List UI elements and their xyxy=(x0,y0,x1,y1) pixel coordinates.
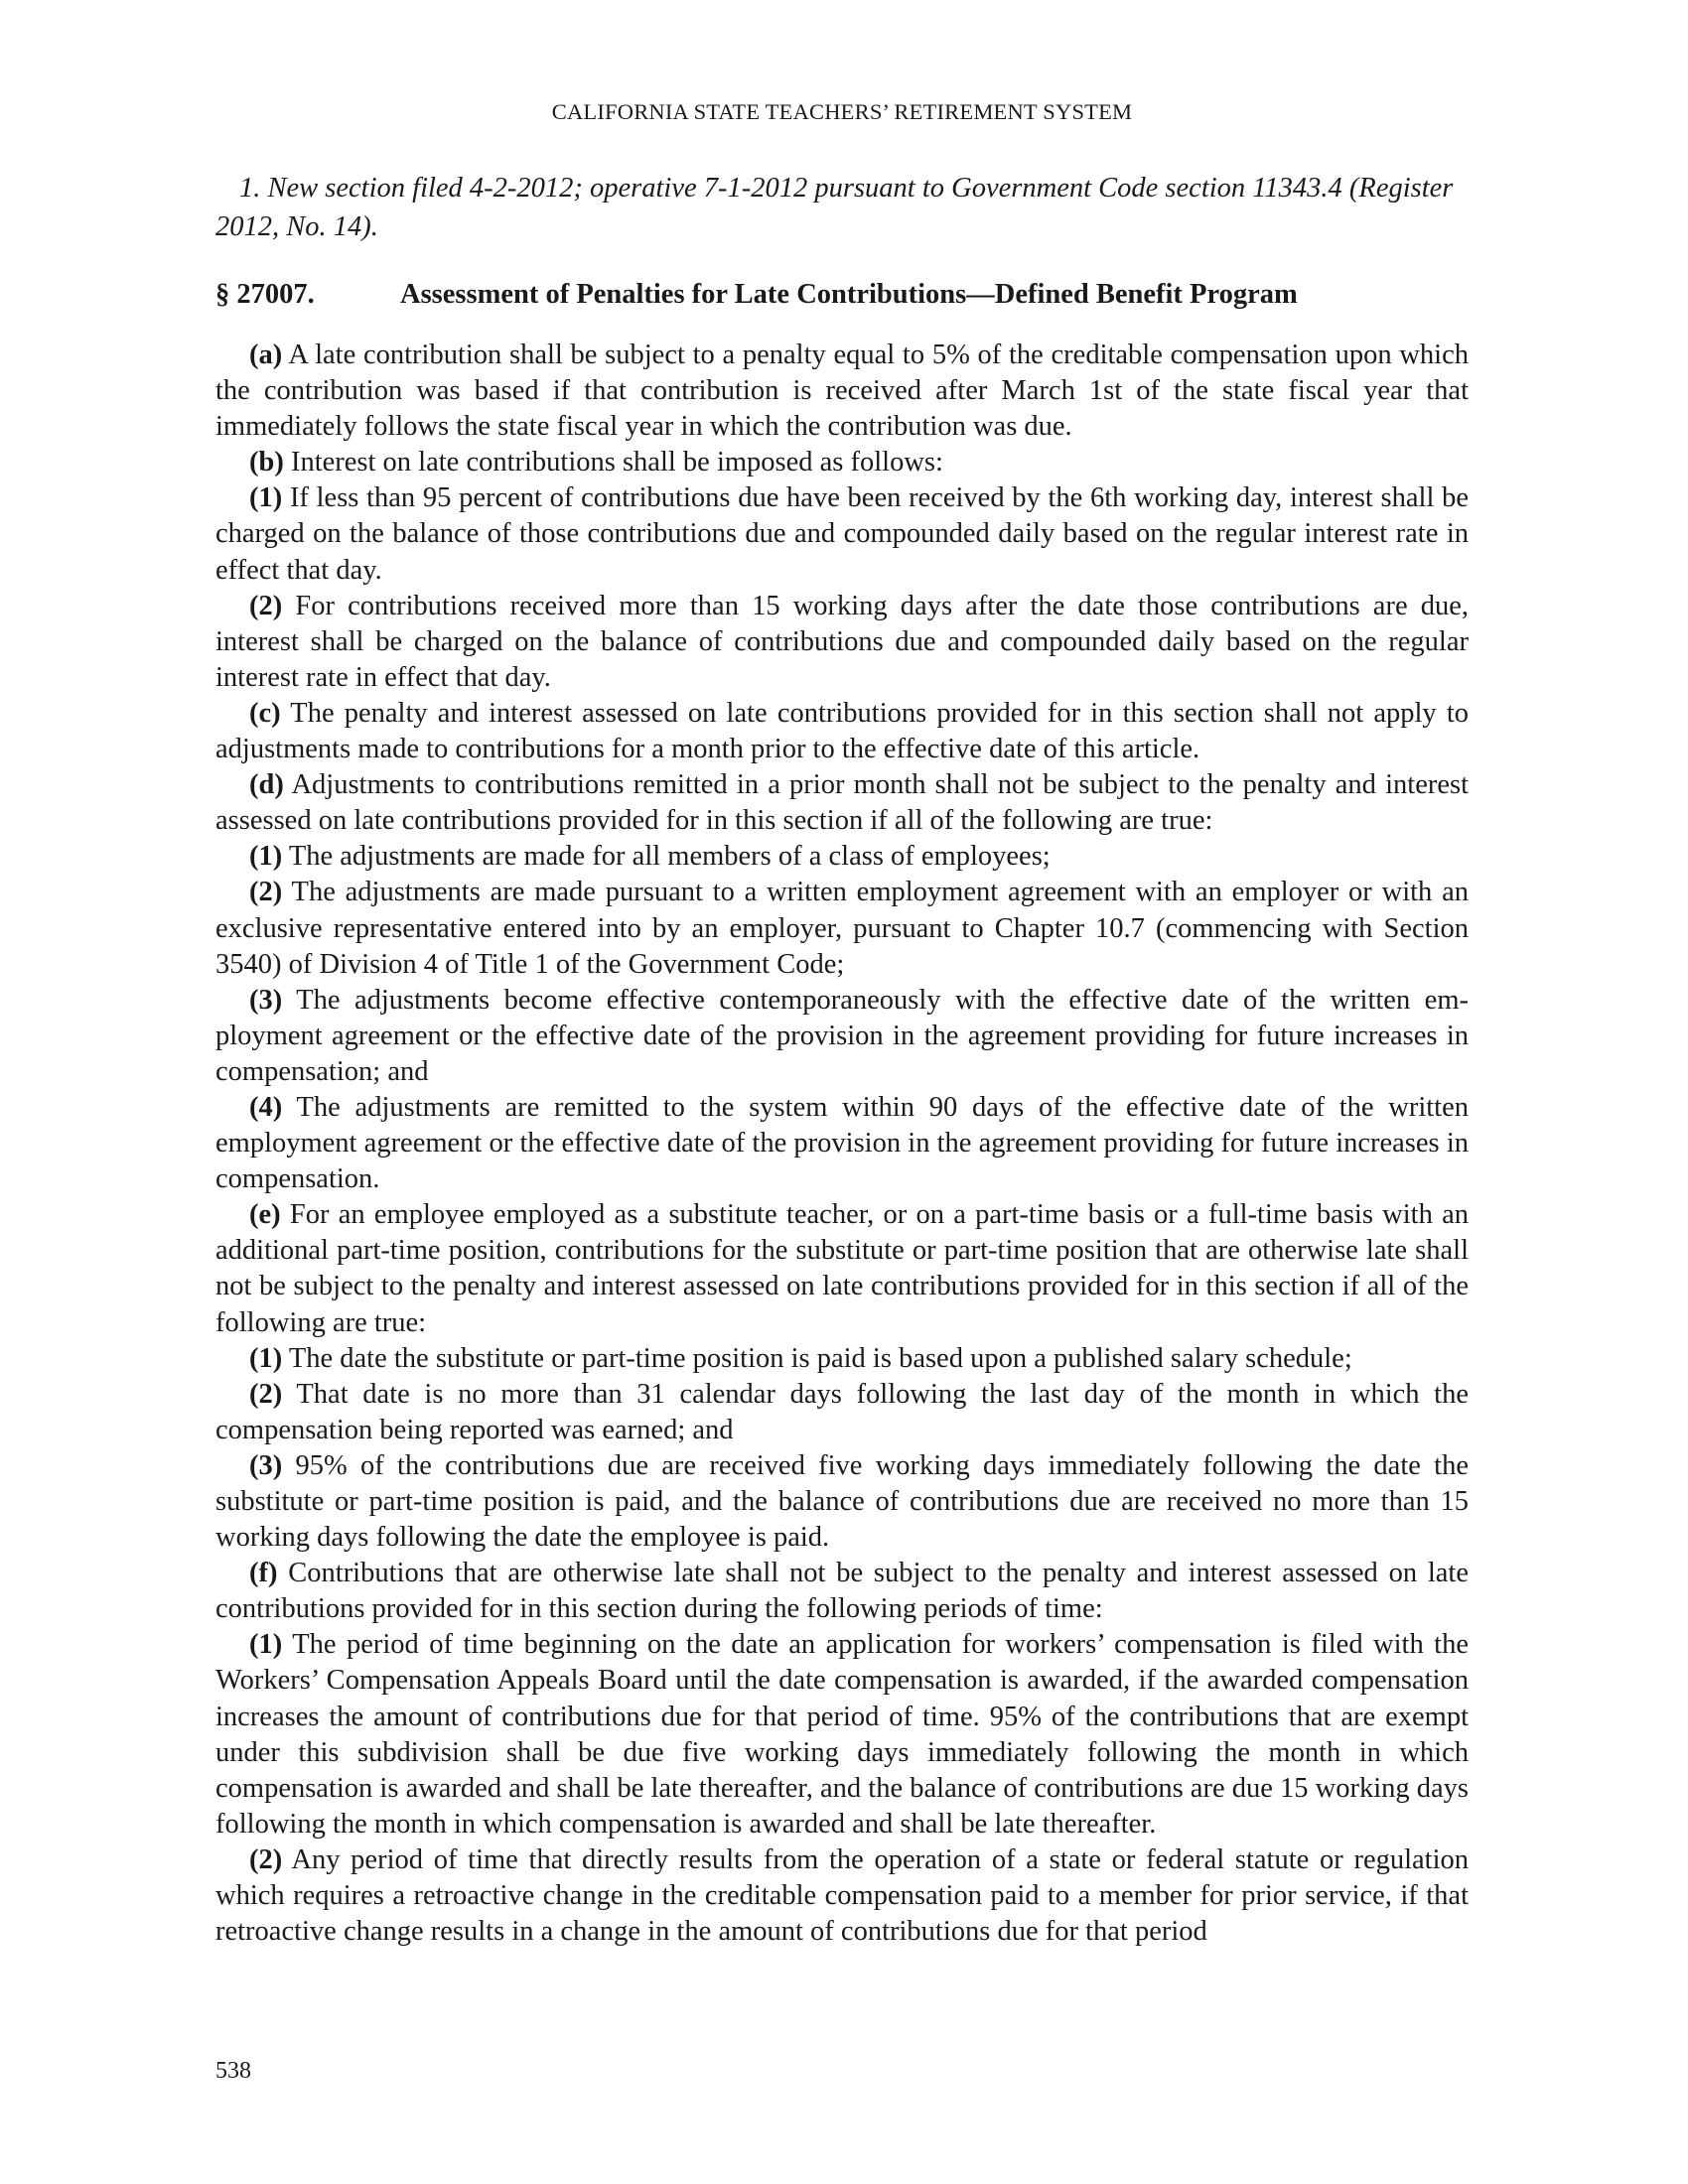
paragraph-label: (3) xyxy=(249,1449,283,1481)
paragraph xyxy=(215,696,1469,767)
paragraph-label: (d) xyxy=(249,769,284,801)
paragraph xyxy=(215,338,1469,445)
paragraph-label: (b) xyxy=(249,447,284,478)
page-number: 538 xyxy=(215,2058,251,2084)
paragraph-label: (c) xyxy=(249,697,281,729)
paragraph-label: (1) xyxy=(249,841,283,873)
paragraph xyxy=(215,767,1469,839)
paragraph xyxy=(215,1341,1469,1377)
section-title: Assessment of Penalties for Late Contributions—Defined Benefit Program xyxy=(400,279,1298,310)
paragraph-label: (1) xyxy=(249,482,283,514)
paragraph xyxy=(215,589,1469,696)
paragraph xyxy=(215,1627,1469,1843)
section-body xyxy=(215,338,1469,1950)
paragraph-text: The adjustments become effective contemporaneously with the effective date of the written employment agreement or the effective date of the provision in the agreement providing for future increases in compensation; and xyxy=(215,984,1469,1087)
paragraph xyxy=(215,983,1469,1090)
paragraph xyxy=(215,445,1469,480)
paragraph-text: The penalty and interest assessed on late contributions provided for in this section shall not apply to adjustments made to contributions for a month prior to the effective date of this article. xyxy=(215,697,1469,765)
paragraph-text: Contributions that are otherwise late shall not be subject to the penalty and interest assessed on late contributions provided for in this section during the following periods of time: xyxy=(215,1558,1469,1625)
paragraph xyxy=(215,1090,1469,1197)
paragraph-text: Any period of time that directly results from the operation of a state or federal statute or regulation which requires a retroactive change in the creditable compensation paid to a member for prior service, if that retroactive change results in a change in the amount of contributions due for that period xyxy=(215,1843,1469,1948)
paragraph xyxy=(215,480,1469,588)
running-head: CALIFORNIA STATE TEACHERS’ RETIREMENT SYSTEM xyxy=(551,99,1133,124)
paragraph-text: For contributions received more than 15 working days after the date those contributions are due, interest shall be charged on the balance of contributions due and compounded daily based on the regular interest rate in effect that day. xyxy=(215,590,1469,693)
paragraph-text: 95% of the contributions due are received five working days immediately following the date the substitute or part-time position is paid, and the balance of contributions due are received no more than 15 working days following the date the employee is paid. xyxy=(215,1449,1469,1554)
paragraph-text: Adjustments to contributions remitted in a prior month shall not be subject to the penalty and interest assessed on late contributions provided for in this section if all of the following are true: xyxy=(215,769,1469,837)
paragraph-text: That date is no more than 31 calendar days following the last day of the month in which the compensation being reported was earned; and xyxy=(215,1378,1469,1445)
paragraph-text: A late contribution shall be subject to a penalty equal to 5% of the creditable compensation upon which the contribution was based if that contribution is received after March 1st of the state fiscal year that immediately follows the state fiscal year in which the contribution was due. xyxy=(215,340,1469,443)
paragraph-text: The adjustments are made pursuant to a written employment agreement with an employer or with an exclusive representative entered into by an employer, pursuant to Chapter 10.7 (commencing with Section 3540) of Division 4 of Title 1 of the Government Code; xyxy=(215,877,1469,980)
paragraph-label: (a) xyxy=(249,340,283,370)
paragraph-label: (1) xyxy=(249,1629,283,1661)
paragraph-text: The period of time beginning on the date an application for workers’ compensation is filed with the Workers’ Compensation Appeals Board until the date compensation is awarded, if the awarded compensation increases the amount of contributions due for that period of time. 95% of the contributions that are exempt under this subdivision shall be due five working days immediately following the month in which compensation is awarded and shall be late thereafter, and the balance of contributions are due 15 working days following the month in which compensation is awarded and shall be late thereafter. xyxy=(215,1629,1469,1840)
paragraph-label: (2) xyxy=(249,877,283,908)
history-note: 1. New section filed 4-2-2012; operative 7-1-2012 pursuant to Government Code section 11343.4 (Register 2012, No. 14). xyxy=(215,173,1454,242)
paragraph xyxy=(215,875,1469,982)
paragraph-text: For an employee employed as a substitute teacher, or on a part-time basis or a full-time basis with an additional part-time position, contributions for the substitute or part-time position that are otherwise late shall not be subject to the penalty and interest assessed on late contributions provided for in this section if all of the following are true: xyxy=(215,1199,1469,1338)
paragraph-label: (1) xyxy=(249,1342,283,1374)
paragraph xyxy=(215,1377,1469,1448)
paragraph-label: (e) xyxy=(249,1199,281,1231)
paragraph-label: (4) xyxy=(249,1091,283,1123)
paragraph-text: Interest on late contributions shall be imposed as follows: xyxy=(283,447,943,478)
paragraph-label: (2) xyxy=(249,1378,283,1410)
section-heading xyxy=(215,277,1469,313)
section-number: § 27007. xyxy=(215,279,315,310)
paragraph-label: (2) xyxy=(249,590,283,621)
paragraph-text: The adjustments are made for all members of a class of employees; xyxy=(282,841,1051,873)
paragraph xyxy=(215,1448,1469,1556)
paragraph-label: (3) xyxy=(249,984,283,1016)
paragraph-text: If less than 95 percent of contributions due have been received by the 6th working day, interest shall be charged on the balance of those contributions due and compounded daily based on the regular interest rate in effect that day. xyxy=(215,482,1469,586)
paragraph xyxy=(215,1843,1469,1950)
paragraph-text: The adjustments are remitted to the system within 90 days of the effective date of the written employment agreement or the effective date of the provision in the agreement providing for future increases in compensation. xyxy=(215,1091,1469,1195)
paragraph-text: The date the substitute or part-time position is paid is based upon a published salary schedule; xyxy=(282,1342,1352,1374)
paragraph xyxy=(215,1556,1469,1627)
paragraph xyxy=(215,839,1469,875)
paragraph-label: (2) xyxy=(249,1843,283,1875)
paragraph xyxy=(215,1197,1469,1340)
paragraph-label: (f) xyxy=(249,1558,278,1589)
